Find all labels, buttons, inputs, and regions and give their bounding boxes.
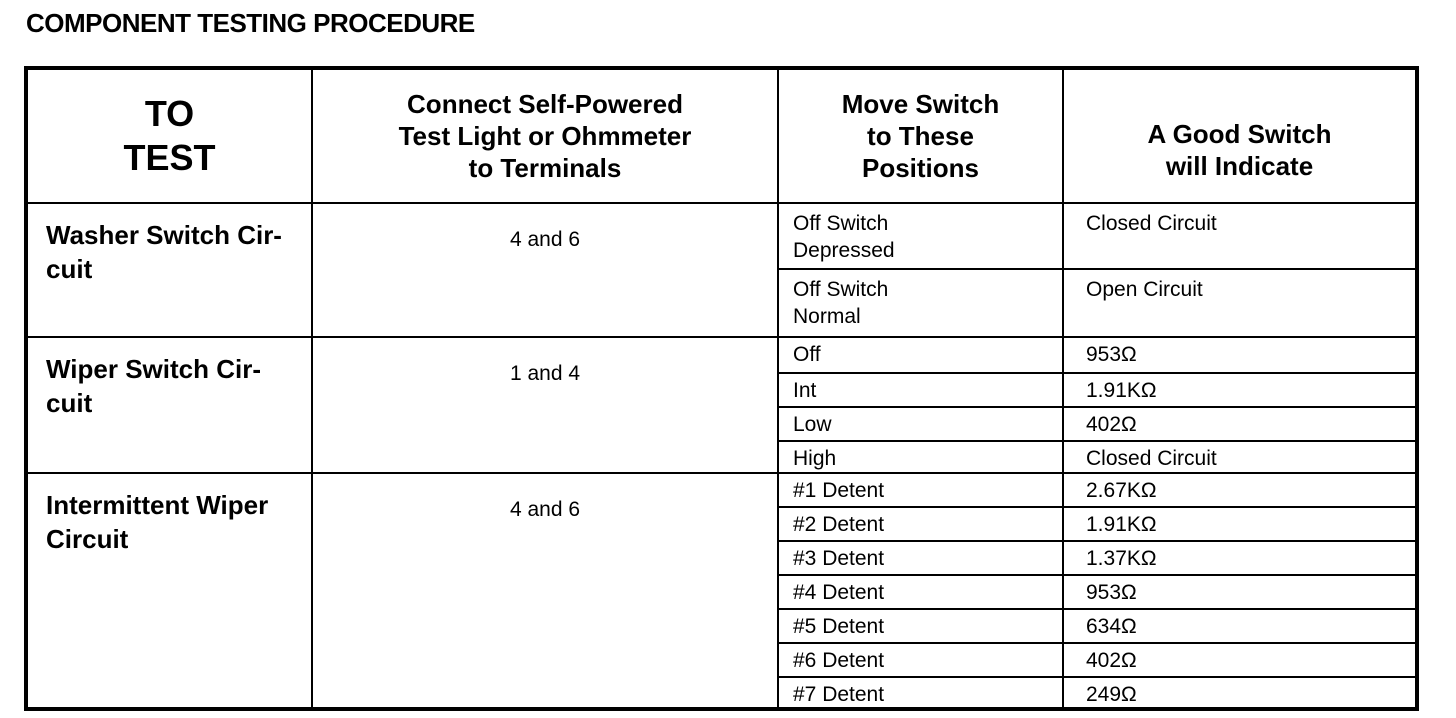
result-cell: 2.67KΩ [1063,473,1417,507]
terminals-cell: 4 and 6 [312,203,778,337]
result-cell: Closed Circuit [1063,441,1417,473]
result-cell: 1.91KΩ [1063,373,1417,407]
position-cell: #3 Detent [778,541,1063,575]
position-cell: #2 Detent [778,507,1063,541]
table-row [26,473,1417,507]
position-cell: #6 Detent [778,643,1063,677]
position-cell: #5 Detent [778,609,1063,643]
result-cell: 953Ω [1063,575,1417,609]
header-connect-terminals: Connect Self-Powered Test Light or Ohmmeter to Terminals [312,68,778,203]
terminals-cell: 4 and 6 [312,473,778,709]
result-cell: Open Circuit [1063,269,1417,337]
table-row [26,203,1417,269]
position-cell: Off Switch Depressed [778,203,1063,269]
test-name-cell: Wiper Switch Cir- cuit [26,337,312,473]
result-cell: 249Ω [1063,677,1417,709]
result-cell: 1.91KΩ [1063,507,1417,541]
component-testing-table [24,66,1419,711]
position-cell: Low [778,407,1063,441]
position-cell: Off Switch Normal [778,269,1063,337]
result-cell: 953Ω [1063,337,1417,373]
page-title: COMPONENT TESTING PROCEDURE [26,8,475,38]
result-cell: 634Ω [1063,609,1417,643]
result-cell: 402Ω [1063,407,1417,441]
header-move-switch: Move Switch to These Positions [778,68,1063,203]
result-cell: Closed Circuit [1063,203,1417,269]
position-cell: High [778,441,1063,473]
position-cell: #7 Detent [778,677,1063,709]
result-cell: 1.37KΩ [1063,541,1417,575]
header-to-test: TO TEST [26,68,312,203]
test-name-cell: Intermittent Wiper Circuit [26,473,312,709]
position-cell: Int [778,373,1063,407]
header-row [26,68,1417,203]
position-cell: #1 Detent [778,473,1063,507]
position-cell: Off [778,337,1063,373]
table-row [26,337,1417,373]
position-cell: #4 Detent [778,575,1063,609]
result-cell: 402Ω [1063,643,1417,677]
test-name-cell: Washer Switch Cir- cuit [26,203,312,337]
terminals-cell: 1 and 4 [312,337,778,473]
header-good-switch: A Good Switch will Indicate [1063,68,1417,203]
